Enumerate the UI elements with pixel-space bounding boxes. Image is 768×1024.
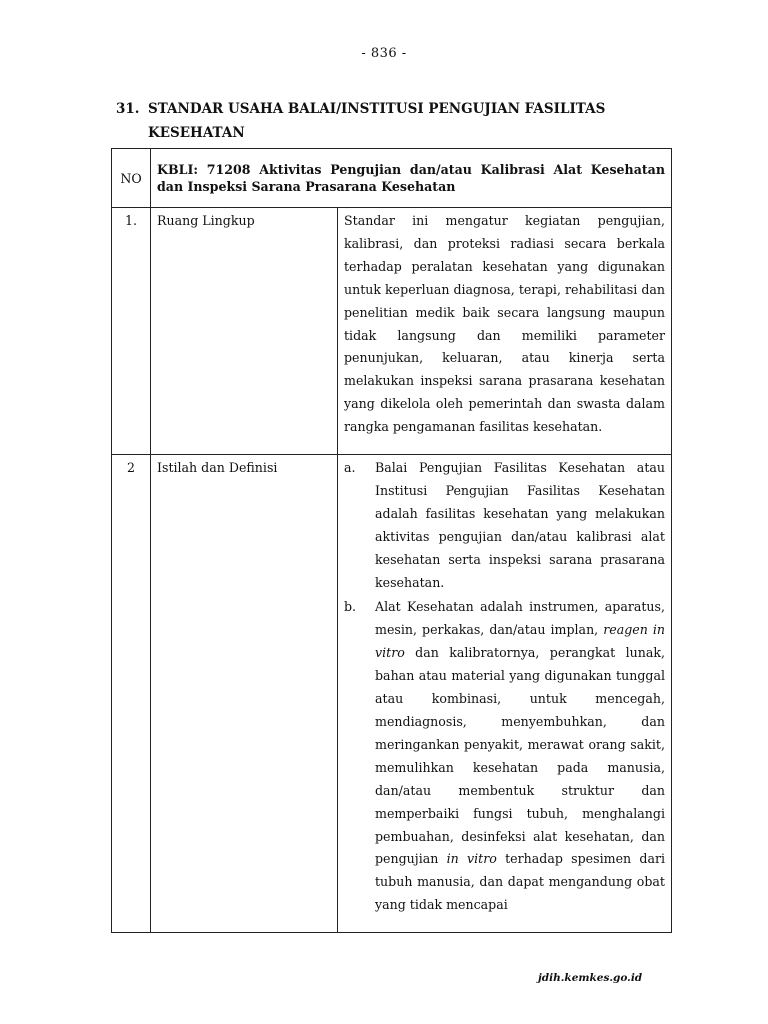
heading-title-line-2: KESEHATAN xyxy=(148,125,245,141)
definition-text: Balai Pengujian Fasilitas Kesehatan atau Institusi Pengujian Fasilitas Kesehatan adalah fasilitas kesehatan yang melakukan aktivitas pengujian dan/atau kalibrasi alat kesehatan serta inspeksi sarana prasarana kesehatan. xyxy=(375,460,665,590)
definition-letter: a. xyxy=(344,460,356,475)
header-no: NO xyxy=(112,149,151,208)
definition-text-part: dan kalibratornya, perangkat lunak, bahan atau material yang digunakan tunggal atau kombinasi, untuk mencegah, mendiagnosis, menyembuhkan, dan meringankan penyakit, merawat orang sakit, memulihkan kesehatan pada manusia, dan/atau membentuk struktur dan memperbaiki fungsi tubuh, menghalangi pembuahan, desinfeksi alat kesehatan, dan pengujian xyxy=(375,645,665,867)
definition-text-part: Alat Kesehatan adalah instrumen, aparatus, mesin, perkakas, dan/atau implan, xyxy=(375,599,665,638)
definition-letter: b. xyxy=(344,599,357,615)
table-header-row xyxy=(112,149,672,208)
standard-table xyxy=(111,148,672,933)
row-description xyxy=(338,455,672,933)
row-number: 1. xyxy=(112,208,151,455)
heading-title-line-1: STANDAR USAHA BALAI/INSTITUSI PENGUJIAN FASILITAS xyxy=(148,101,606,117)
definition-text-part: terhadap spesimen dari tubuh manusia, dan dapat mengandung obat yang tidak mencapai xyxy=(375,851,666,913)
row-aspect: Ruang Lingkup xyxy=(151,208,338,455)
footer-source-link: jdih.kemkes.go.id xyxy=(538,972,643,984)
table-row xyxy=(112,208,672,455)
header-kbli-title: KBLI: 71208 Aktivitas Pengujian dan/atau Kalibrasi Alat Kesehatan dan Inspeksi Sarana Prasarana Kesehatan xyxy=(151,149,672,208)
row-number: 2 xyxy=(112,455,151,933)
page-number: - 836 - xyxy=(361,46,407,61)
definition-italic-term: in vitro xyxy=(446,851,497,867)
row-aspect: Istilah dan Definisi xyxy=(151,455,338,933)
definition-item xyxy=(344,596,665,917)
definition-list xyxy=(344,457,665,917)
table-row xyxy=(112,455,672,933)
definition-item xyxy=(344,457,665,594)
section-heading xyxy=(116,97,676,145)
definition-italic-term: reagen in vitro xyxy=(375,622,665,661)
row-description: Standar ini mengatur kegiatan pengujian, kalibrasi, dan proteksi radiasi secara berkala terhadap peralatan kesehatan yang digunakan untuk keperluan diagnosa, terapi, rehabilitasi dan penelitian medik baik secara langsung maupun tidak langsung dan memiliki parameter penunjukan, keluaran, atau kinerja serta melakukan inspeksi sarana prasarana kesehatan yang dikelola oleh pemerintah dan swasta dalam rangka pengamanan fasilitas kesehatan. xyxy=(338,208,672,455)
section-number: 31. xyxy=(116,101,140,117)
definition-text xyxy=(375,596,665,917)
heading-line-1 xyxy=(116,97,676,121)
